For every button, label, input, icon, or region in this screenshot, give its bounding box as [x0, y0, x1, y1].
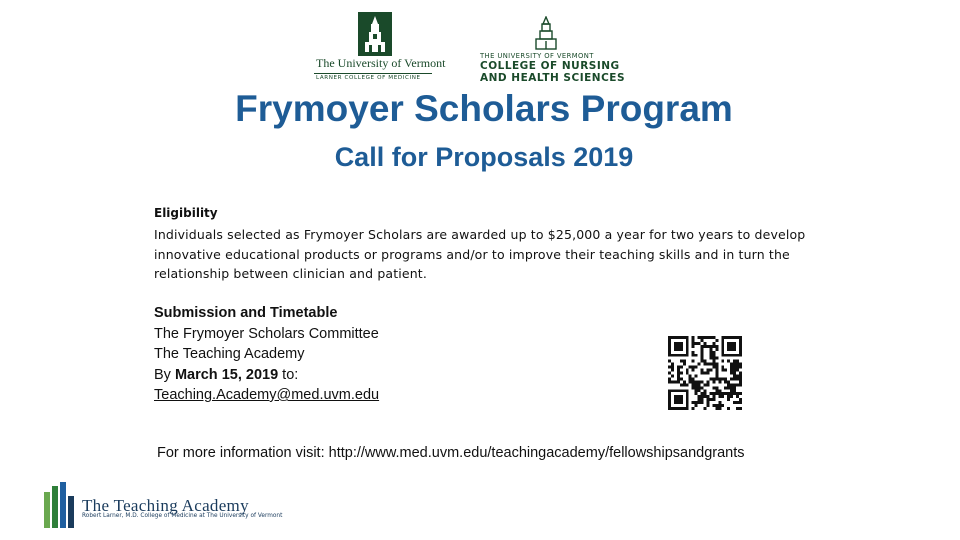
submission-heading: Submission and Timetable [154, 305, 338, 321]
nursing-logo-health: AND HEALTH SCIENCES [480, 72, 626, 84]
uvm-tower-outline-icon [532, 16, 560, 50]
eligibility-body: Individuals selected as Frymoyer Scholars are awarded up to $25,000 a year for two years to develop innovative educational products or programs and/or to improve their teaching skills and in turn the relationship between clinician and patient. [154, 227, 806, 281]
uvm-nursing-logo [478, 16, 626, 84]
page-title: Frymoyer Scholars Program [235, 88, 733, 129]
uvm-larner-logo [314, 12, 446, 81]
uvm-logo-rule [314, 73, 432, 74]
uvm-logo-name: The University of Vermont [316, 56, 446, 70]
deadline-suffix: to: [278, 366, 299, 383]
submission-committee: The Frymoyer Scholars Committee [154, 325, 379, 342]
nursing-logo-university: THE UNIVERSITY OF VERMONT [480, 52, 594, 60]
uvm-logo-college: LARNER COLLEGE OF MEDICINE [316, 75, 421, 81]
deadline-date: March 15, 2019 [174, 366, 279, 383]
teaching-academy-name: The Teaching Academy [82, 496, 249, 515]
submission-academy: The Teaching Academy [154, 346, 305, 362]
teaching-academy-bars-icon [44, 482, 76, 530]
submission-section [154, 303, 379, 406]
submission-deadline [154, 365, 379, 386]
nursing-logo-college: COLLEGE OF NURSING [480, 60, 620, 72]
qr-code-icon[interactable] [668, 336, 742, 410]
eligibility-heading: Eligibility [154, 206, 218, 220]
deadline-prefix: By [154, 366, 175, 383]
uvm-tower-seal-icon [358, 12, 392, 56]
teaching-academy-logo [44, 482, 294, 530]
more-info-text: For more information visit: http://www.med.uvm.edu/teachingacademy/fellowshipsandgrants [157, 445, 745, 461]
teaching-academy-tagline: Robert Larner, M.D. College of Medicine at The University of Vermont [82, 513, 283, 519]
submission-email-link[interactable]: Teaching.Academy@med.uvm.edu [154, 387, 380, 403]
page-subtitle: Call for Proposals 2019 [334, 142, 634, 172]
